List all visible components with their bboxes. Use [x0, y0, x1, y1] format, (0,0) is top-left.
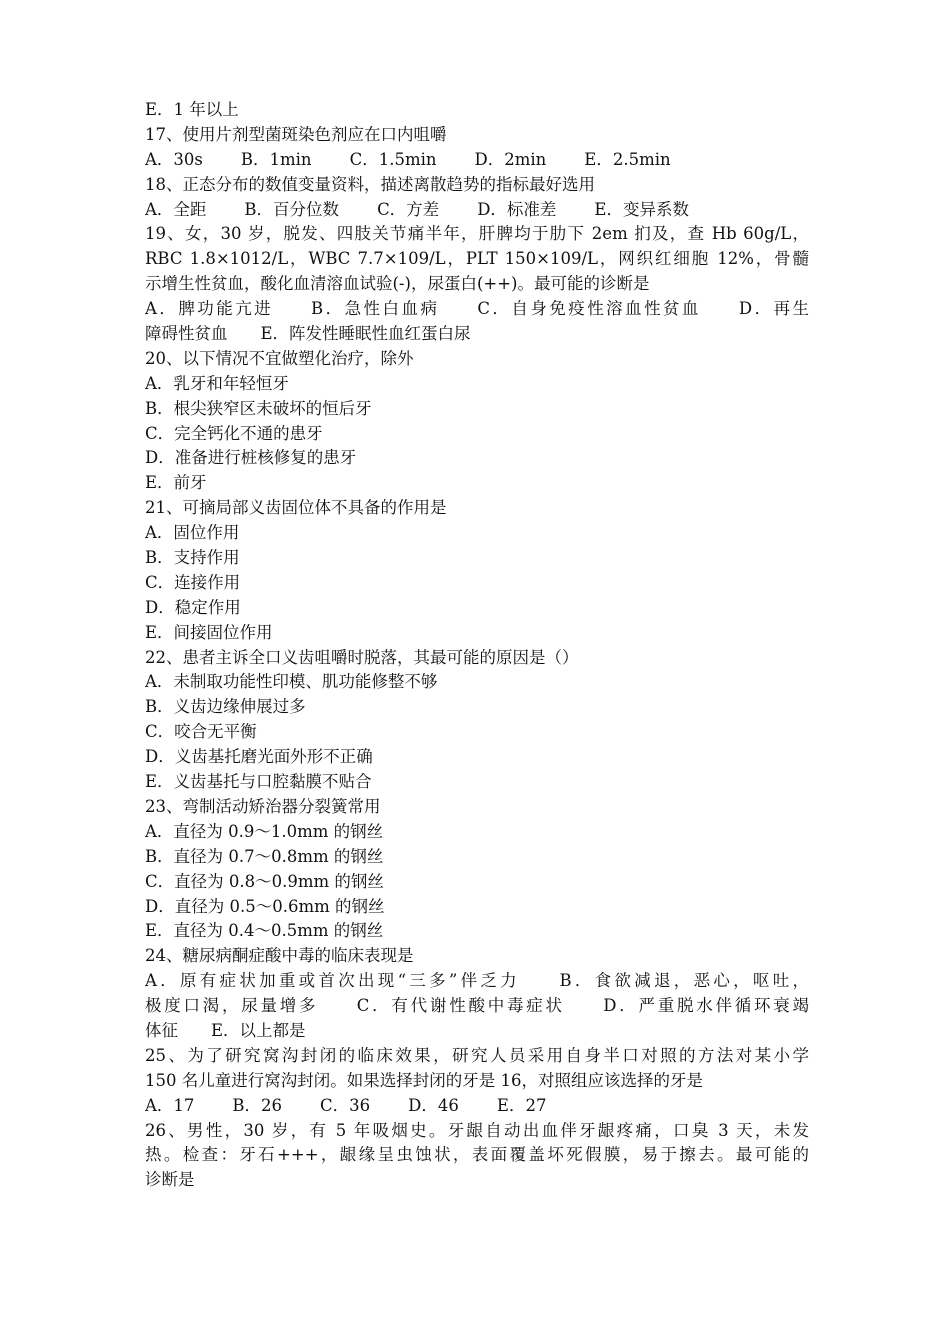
text-line: 极度口渴，尿量增多 C．有代谢性酸中毒症状 D．严重脱水伴循环衰竭	[145, 996, 809, 1016]
text-line: E．1 年以上	[145, 100, 239, 119]
text-line: C．咬合无平衡	[145, 722, 257, 742]
text-line: A．乳牙和年轻恒牙	[145, 373, 289, 393]
option-item: A．全距	[145, 199, 207, 219]
option-row	[145, 148, 809, 173]
text-line: C．完全钙化不通的患牙	[145, 423, 323, 443]
text-line: 障碍性贫血 E．阵发性睡眠性血红蛋白尿	[145, 324, 471, 344]
text-line: 17、使用片剂型菌斑染色剂应在口内咀嚼	[145, 124, 447, 144]
option-item: C．方差	[377, 199, 440, 219]
text-line: D．准备进行桩核修复的患牙	[145, 448, 357, 468]
text-line: 26、男性，30 岁，有 5 年吸烟史。牙龈自动出血伴牙龈疼痛，口臭 3 天，未发	[145, 1120, 809, 1140]
text-line: 20、以下情况不宜做塑化治疗，除外	[145, 348, 414, 368]
text-line: 25、为了研究窝沟封闭的临床效果，研究人员采用自身半口对照的方法对某小学	[145, 1045, 809, 1065]
text-line: 24、糖尿病酮症酸中毒的临床表现是	[145, 946, 414, 966]
text-line: 示增生性贫血，酸化血清溶血试验(-)，尿蛋白(++)。最可能的诊断是	[145, 274, 650, 294]
document-body	[145, 98, 809, 1193]
text-line: A．固位作用	[145, 523, 240, 543]
text-line: 21、可摘局部义齿固位体不具备的作用是	[145, 498, 447, 518]
option-row	[145, 1094, 809, 1119]
option-item: C．36	[320, 1095, 371, 1115]
text-line: E．前牙	[145, 473, 207, 493]
option-item: B．26	[232, 1095, 283, 1115]
option-item: C．1.5min	[349, 149, 437, 169]
text-line: 150 名儿童进行窝沟封闭。如果选择封闭的牙是 16，对照组应该选择的牙是	[145, 1070, 703, 1090]
option-item: E．27	[496, 1095, 547, 1115]
text-line: 22、患者主诉全口义齿咀嚼时脱落，其最可能的原因是（）	[145, 647, 579, 667]
text-line: A．未制取功能性印模、肌功能修整不够	[145, 672, 438, 692]
option-item: A．17	[145, 1095, 195, 1115]
option-item: E．2.5min	[584, 149, 671, 169]
text-line: D．稳定作用	[145, 597, 241, 617]
text-line: E．间接固位作用	[145, 622, 273, 642]
option-item: B．百分位数	[244, 199, 340, 219]
text-line: 体征 E．以上都是	[145, 1020, 306, 1040]
option-item: D．46	[408, 1095, 459, 1115]
text-line: 热。检查：牙石+++，龈缘呈虫蚀状，表面覆盖坏死假膜，易于擦去。最可能的	[145, 1145, 809, 1165]
option-row	[145, 198, 809, 223]
text-line: A．直径为 0.9～1.0mm 的钢丝	[145, 821, 384, 841]
text-line: D．直径为 0.5～0.6mm 的钢丝	[145, 896, 385, 916]
text-line: 23、弯制活动矫治器分裂簧常用	[145, 796, 381, 816]
option-item: A．30s	[145, 149, 203, 169]
option-item: D．标准差	[477, 199, 557, 219]
text-line: B．根尖狭窄区未破坏的恒后牙	[145, 398, 372, 418]
text-line: E．直径为 0.4～0.5mm 的钢丝	[145, 921, 384, 941]
option-item: B．1min	[240, 149, 312, 169]
text-line: A．脾功能亢进 B．急性白血病 C．自身免疫性溶血性贫血 D．再生	[145, 299, 809, 319]
text-line: C．直径为 0.8～0.9mm 的钢丝	[145, 871, 384, 891]
text-line: C．连接作用	[145, 572, 241, 592]
option-item: D．2min	[474, 149, 547, 169]
text-line: 诊断是	[145, 1170, 195, 1190]
text-line: B．支持作用	[145, 548, 240, 568]
text-line: B．义齿边缘伸展过多	[145, 697, 306, 717]
text-line: A．原有症状加重或首次出现“三多”伴乏力 B．食欲减退，恶心，呕吐，	[145, 971, 809, 991]
text-line: D．义齿基托磨光面外形不正确	[145, 747, 373, 767]
text-line: 18、正态分布的数值变量资料，描述离散趋势的指标最好选用	[145, 174, 595, 194]
text-line: RBC 1.8×1012/L，WBC 7.7×109/L，PLT 150×109/L，网织红细胞 12%，骨髓	[145, 249, 809, 269]
text-line: B．直径为 0.7～0.8mm 的钢丝	[145, 846, 384, 866]
option-item: E．变异系数	[594, 199, 689, 219]
text-line: E．义齿基托与口腔黏膜不贴合	[145, 772, 372, 792]
text-line: 19、女，30 岁，脱发、四肢关节痛半年，肝脾均于肋下 2em 扪及，查 Hb 60g/L，	[145, 224, 809, 244]
